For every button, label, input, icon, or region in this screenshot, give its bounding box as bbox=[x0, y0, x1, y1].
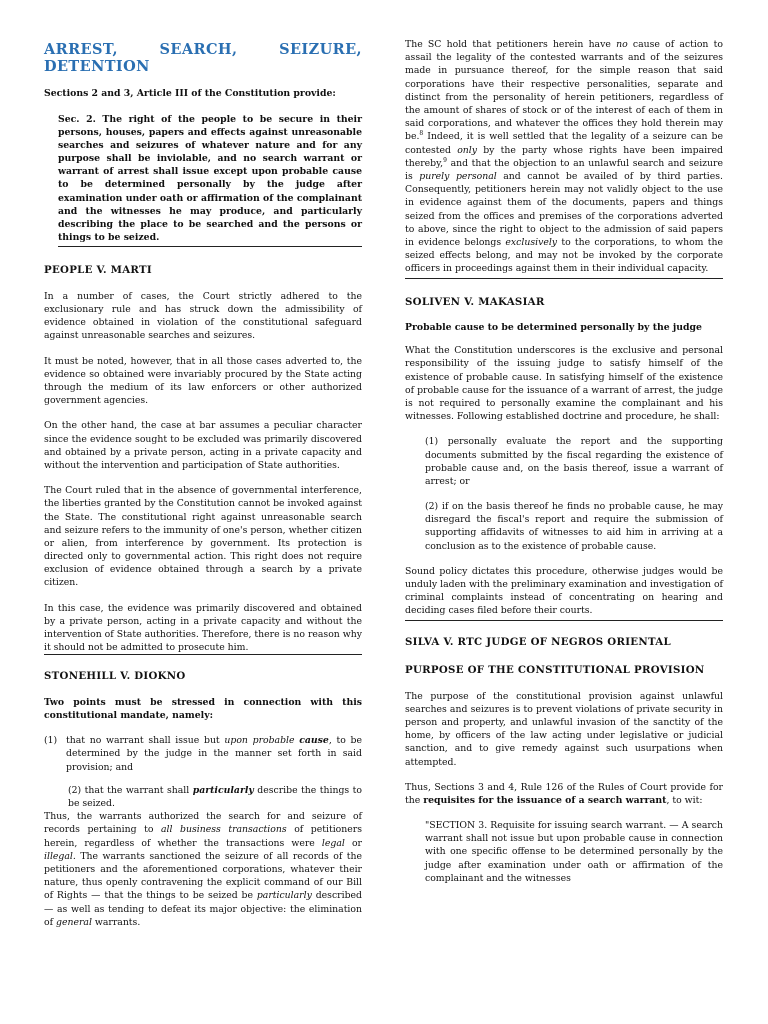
marti-heading: PEOPLE V. MARTI bbox=[44, 264, 152, 277]
sc-holding-paragraph: The SC hold that petitioners herein have no cause of action to assail the legality of the contested warrants and of the seizures made in pursuance thereof, for the simple reason that said corporations have their respective personalities, separate and distinct from the personality of herein petitioners, regardless of the amount of shares of stock or of the interest of each of them in said corporations, and whatever the offices they hold therein may be.$^8$ Indeed, it is well settled that the legality of a seizure can be contested only by the party whose rights have been impaired thereby,$^9$ and that the objection to an unlawful search and seizure is purely personal and cannot be availed of by third parties. Consequently, petitioners herein may not validly object to the use in evidence against them of the documents, papers and things seized from the offices and premises of the corporations adverted to above, since the right to object to the admission of said papers in evidence belongs exclusively to the corporations, to whom the seized effects belong, and may not be invoked by the corporate officers in proceedings against them in their individual capacity. bbox=[405, 39, 723, 275]
stonehill-heading: STONEHILL V. DIOKNO bbox=[44, 670, 186, 683]
page-title bbox=[44, 42, 362, 75]
soliven-heading: SOLIVEN V. MAKASIAR bbox=[405, 295, 545, 308]
title-word-seizure: SEIZURE, bbox=[279, 41, 362, 58]
marti-paragraph-5: In this case, the evidence was primarily discovered and obtained by a private person, acting in a private capacity and without the intervention of State authorities. Therefore, there is no reason why it should not be admitted to prosecute him. bbox=[44, 602, 362, 654]
point-1-number: (1) bbox=[44, 735, 58, 747]
footnote-8: 8 bbox=[419, 130, 424, 138]
thus-paragraph: Thus, the warrants authorized the search for and seizure of records pertaining to all business transactions of petitioners herein, regardless of whether the transactions were legal or illegal. The warrants sanctioned the seizure of all records of the petitioners and the aforementioned corporations, whatever their nature, thus openly contravening the explicit command of our Bill of Rights — that the things to be seized be particularly described — as well as tending to defeat its major objective: the elimination of general warrants. bbox=[44, 811, 362, 928]
title-word-detention: DETENTION bbox=[44, 57, 150, 75]
section-3-quote: "SECTION 3. Requisite for issuing search warrant. — A search warrant shall not issue but upon probable cause in connection with one specific offense to be determined personally by the judge after examination under oath or affirmation of the complainant and the witnesses bbox=[425, 820, 723, 884]
title-word-search: SEARCH, bbox=[159, 41, 238, 58]
constitution-intro: Sections 2 and 3, Article III of the Constitution provide: bbox=[44, 88, 336, 100]
purpose-paragraph: The purpose of the constitutional provision against unlawful searches and seizures is to prevent violations of private security in person and property, and unlawful invasion of the sanctity of the home, by officers of the law acting under legislative or judicial sanction, and to give remedy against such usurpations when attempted. bbox=[405, 690, 723, 768]
right-column bbox=[405, 38, 723, 897]
point-2: (2) that the warrant shall particularly describe the things to be seized. bbox=[68, 784, 362, 809]
marti-paragraph-1: In a number of cases, the Court strictly adhered to the exclusionary rule and has struck down the admissibility of evidence obtained in violation of the constitutional safeguard against unreasonable searches and seizures. bbox=[44, 290, 362, 342]
soliven-paragraph-2: Sound policy dictates this procedure, otherwise judges would be unduly laden with the preliminary examination and investigation of criminal complaints instead of concentrating on hearing and deciding cases filed before their courts. bbox=[405, 565, 723, 617]
purpose-heading: PURPOSE OF THE CONSTITUTIONAL PROVISION bbox=[405, 664, 705, 677]
divider bbox=[44, 654, 362, 655]
footnote-9: 9 bbox=[443, 156, 447, 164]
stonehill-intro: Two points must be stressed in connection with this constitutional mandate, namely: bbox=[44, 696, 362, 722]
section-2-provision: Sec. 2. The right of the people to be secure in their persons, houses, papers and effects against unreasonable searches and seizures of whatever nature and for any purpose shall be inviolable, and no search warrant or warrant of arrest shall issue except upon probable cause to be determined personally by the judge after examination under oath or affirmation of the complainant and the witnesses he may produce, and particularly describing the place to be searched and the persons or things to be seized. bbox=[58, 113, 362, 248]
soliven-item-2: (2) if on the basis thereof he finds no probable cause, he may disregard the fiscal's report and require the submission of supporting affidavits of witnesses to aid him in arriving at a conclusion as to the existence of probable cause. bbox=[425, 501, 723, 552]
left-column bbox=[44, 0, 362, 941]
title-word-arrest: ARREST, bbox=[44, 41, 118, 58]
silva-heading: SILVA V. RTC JUDGE OF NEGROS ORIENTAL bbox=[405, 635, 671, 648]
marti-paragraph-4: The Court ruled that in the absence of governmental interference, the liberties granted by the Constitution cannot be invoked against the State. The constitutional right against unreasonable search and seizure refers to the immunity of one's person, whether citizen or alien, from interference by government. Its protection is directed only to governmental action. This right does not require exclusion of evidence obtained through a search by a private citizen. bbox=[44, 485, 362, 589]
soliven-subheading: Probable cause to be determined personally by the judge bbox=[405, 322, 702, 334]
point-1: (1) that no warrant shall issue but upon probable cause, to be determined by the judge in the manner set forth in said provision; and bbox=[44, 735, 362, 773]
divider bbox=[405, 278, 723, 279]
divider bbox=[405, 620, 723, 621]
soliven-paragraph-1: What the Constitution underscores is the exclusive and personal responsibility of the issuing judge to satisfy himself of the existence of probable cause. In satisfying himself of the existence of probable cause for the issuance of a warrant of arrest, the judge is not required to personally examine the complainant and his witnesses. Following established doctrine and procedure, he shall: bbox=[405, 345, 723, 423]
rules-of-court-paragraph: Thus, Sections 3 and 4, Rule 126 of the Rules of Court provide for the requisites for the issuance of a search warrant, to wit: bbox=[405, 781, 723, 806]
soliven-item-1: (1) personally evaluate the report and the supporting documents submitted by the fiscal regarding the existence of probable cause and, on the basis thereof, issue a warrant of arrest; or bbox=[425, 436, 723, 487]
marti-paragraph-2: It must be noted, however, that in all those cases adverted to, the evidence so obtained were invariably procured by the State acting through the medium of its law enforcers or other authorized government agencies. bbox=[44, 355, 362, 407]
marti-paragraph-3: On the other hand, the case at bar assumes a peculiar character since the evidence sought to be excluded was primarily discovered and obtained by a private person, acting in a private capacity and without the intervention and participation of State authorities. bbox=[44, 420, 362, 471]
